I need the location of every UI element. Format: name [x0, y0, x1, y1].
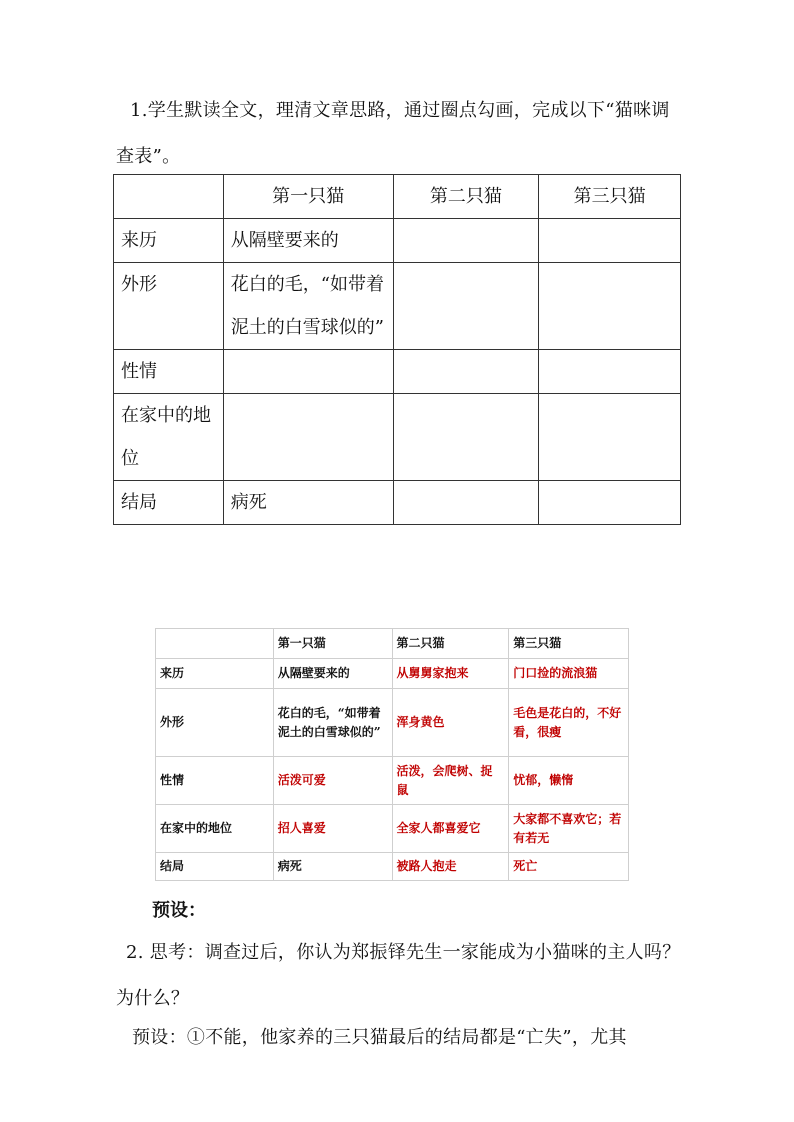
table-cell: 从隔壁要来的 [223, 219, 393, 263]
row-label: 性情 [114, 350, 224, 394]
row-label: 在家中的地位 [156, 805, 274, 853]
table-cell [223, 394, 393, 481]
answer-cell: 毛色是花白的，不好看，很瘦 [509, 689, 629, 757]
table-cell: 病死 [223, 481, 393, 525]
table-cell: 花白的毛，“如带着泥土的白雪球似的” [273, 689, 392, 757]
answer-cell: 从舅舅家抱来 [392, 659, 509, 689]
row-label: 性情 [156, 757, 274, 805]
question-2: 2. 思考：调查过后，你认为郑振铎先生一家能成为小猫咪的主人吗？为什么？ [116, 942, 681, 1009]
table-cell [393, 394, 539, 481]
table-header-row [114, 175, 681, 219]
row-label: 来历 [156, 659, 274, 689]
table-row [156, 805, 629, 853]
table-cell: 花白的毛，“如带着泥土的白雪球似的” [223, 263, 393, 350]
table-row [156, 757, 629, 805]
table-cell: 病死 [273, 853, 392, 881]
header-cell: 第二只猫 [392, 629, 509, 659]
table-row [114, 350, 681, 394]
table-cell [393, 481, 539, 525]
row-label: 外形 [156, 689, 274, 757]
row-label: 结局 [156, 853, 274, 881]
table-row [156, 659, 629, 689]
cat-survey-table-blank [113, 174, 681, 525]
answer-cell: 忧郁，懒惰 [509, 757, 629, 805]
table-row [114, 219, 681, 263]
answer-cell: 死亡 [509, 853, 629, 881]
table-cell [539, 394, 681, 481]
table-cell [393, 350, 539, 394]
answer-cell: 全家人都喜爱它 [392, 805, 509, 853]
header-cell: 第三只猫 [539, 175, 681, 219]
preset-label: 预设： [152, 900, 206, 921]
table-header-row [156, 629, 629, 659]
answer-cell: 活泼，会爬树、捉鼠 [392, 757, 509, 805]
table-cell [223, 350, 393, 394]
row-label: 来历 [114, 219, 224, 263]
answer-cell: 浑身黄色 [392, 689, 509, 757]
header-cell [114, 175, 224, 219]
table-cell [539, 350, 681, 394]
table-cell [393, 219, 539, 263]
table-row [114, 263, 681, 350]
header-cell: 第一只猫 [223, 175, 393, 219]
table-row [156, 689, 629, 757]
header-cell: 第三只猫 [509, 629, 629, 659]
answer-cell: 大家都不喜欢它；若有若无 [509, 805, 629, 853]
table-cell: 从隔壁要来的 [273, 659, 392, 689]
answer-cell: 被路人抱走 [392, 853, 509, 881]
table-cell [539, 219, 681, 263]
table-cell [539, 263, 681, 350]
row-label: 在家中的地位 [114, 394, 224, 481]
answer-cell: 门口捡的流浪猫 [509, 659, 629, 689]
header-cell: 第一只猫 [273, 629, 392, 659]
table-row [114, 481, 681, 525]
answer-cell: 招人喜爱 [273, 805, 392, 853]
cat-survey-table-answers [155, 628, 629, 881]
table-row [114, 394, 681, 481]
question-1: 1.学生默读全文，理清文章思路，通过圈点勾画，完成以下“猫咪调查表”。 [116, 100, 670, 167]
table-row [156, 853, 629, 881]
row-label: 外形 [114, 263, 224, 350]
answer-2: 预设：①不能，他家养的三只猫最后的结局都是“亡失”，尤其 [132, 1027, 627, 1048]
header-cell [156, 629, 274, 659]
header-cell: 第二只猫 [393, 175, 539, 219]
table-cell [539, 481, 681, 525]
answer-cell: 活泼可爱 [273, 757, 392, 805]
row-label: 结局 [114, 481, 224, 525]
table-cell [393, 263, 539, 350]
